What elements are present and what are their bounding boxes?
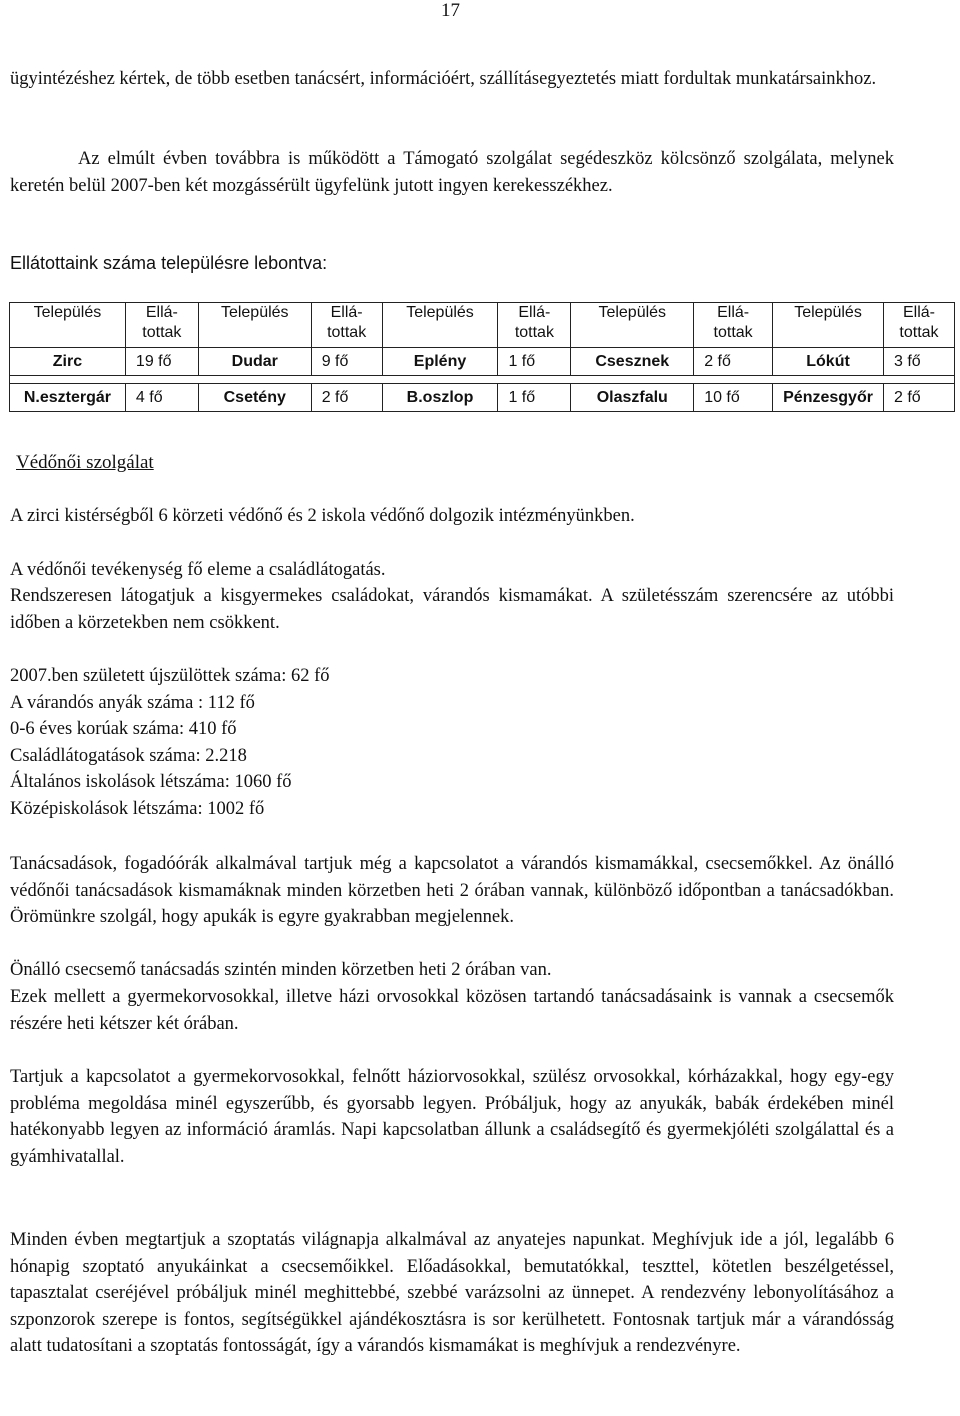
stat-line: Középiskolások létszáma: 1002 fő xyxy=(10,798,265,819)
section-heading: Védőnői szolgálat xyxy=(16,452,154,473)
header-city: Település xyxy=(382,303,498,348)
count-cell: 4 fő xyxy=(125,384,198,412)
paragraph-consultations: Tanácsadások, fogadóórák alkalmával tartjuk még a kapcsolatot a várandós kismamákkal, csecsemőkkel. Az önálló védőnői tanácsadások kismamáknak minden körzetben heti 2 órában vannak, különböző időpontban a tanácsadókban. Örömünkre szolgál, hogy apukák is egyre gyakrabban megjelennek. xyxy=(10,854,894,927)
header-count: Ellá- tottak xyxy=(884,303,955,348)
table-spacer xyxy=(10,376,955,384)
paragraph-contacts: Tartjuk a kapcsolatot a gyermekorvosokkal, felnőtt háziorvosokkal, szülész orvosokkal, kórházakkal, hogy egy-egy probléma megoldása minél egyszerűbb, és gyorsabb legyen. Próbáljuk, hogy az anyukák, babák érdekében minél hatékonyabb legyen az információ áramlás. Napi kapcsolatban állunk a családsegítő és gyermekjóléti szolgálattal és a gyámhivatallal. xyxy=(10,1067,894,1167)
statistics-list xyxy=(10,663,894,822)
city-cell: Eplény xyxy=(382,348,498,376)
paragraph-intro: ügyintézéshez kértek, de több esetben tanácsért, információért, szállításegyeztetés miatt fordultak munkatársainkhoz. xyxy=(10,69,877,89)
stat-line: 0-6 éves korúak száma: 410 fő xyxy=(10,719,237,739)
header-city: Település xyxy=(773,303,884,348)
header-count: Ellá- tottak xyxy=(694,303,773,348)
table-row xyxy=(10,384,955,412)
count-cell: 1 fő xyxy=(498,348,571,376)
table-row xyxy=(10,348,955,376)
paragraph-main-activity: A védőnői tevékenység fő eleme a családlátogatás. xyxy=(10,560,386,580)
count-cell: 9 fő xyxy=(311,348,382,376)
city-cell: Csesznek xyxy=(571,348,694,376)
table-header-row xyxy=(10,303,955,348)
city-cell: B.oszlop xyxy=(382,384,498,412)
count-cell: 19 fő xyxy=(125,348,198,376)
count-cell: 10 fő xyxy=(694,384,773,412)
city-cell: Pénzesgyőr xyxy=(773,384,884,412)
paragraph-infant-consultation: Önálló csecsemő tanácsadás szintén minden körzetben heti 2 órában van. xyxy=(10,960,552,980)
settlement-table xyxy=(9,302,955,412)
city-cell: Olaszfalu xyxy=(571,384,694,412)
header-count: Ellá- tottak xyxy=(311,303,382,348)
paragraph-support-service: Az elmúlt évben továbbra is működött a Támogató szolgálat segédeszköz kölcsönző szolgálata, melynek keretén belül 2007-ben két mozgássérült ügyfelünk jutott ingyen kerekesszékhez. xyxy=(10,149,894,196)
city-cell: Csetény xyxy=(198,384,311,412)
paragraph-nurses: A zirci kistérségből 6 körzeti védőnő és 2 iskola védőnő dolgozik intézményünkben. xyxy=(10,506,635,526)
count-cell: 3 fő xyxy=(884,348,955,376)
count-cell: 1 fő xyxy=(498,384,571,412)
city-cell: Lókút xyxy=(773,348,884,376)
header-city: Település xyxy=(10,303,126,348)
city-cell: Dudar xyxy=(198,348,311,376)
stat-line: Családlátogatások száma: 2.218 xyxy=(10,745,247,766)
stat-line: Általános iskolások létszáma: 1060 fő xyxy=(10,772,292,792)
count-cell: 2 fő xyxy=(311,384,382,412)
table-label: Ellátottaink száma településre lebontva: xyxy=(10,253,328,273)
paragraph-pediatricians: Ezek mellett a gyermekorvosokkal, illetve házi orvosokkal közösen tartandó tanácsadásaink is vannak a csecsemők részére heti kétszer két órában. xyxy=(10,987,894,1034)
count-cell: 2 fő xyxy=(884,384,955,412)
stat-line: A várandós anyák száma : 112 fő xyxy=(10,692,255,713)
count-cell: 2 fő xyxy=(694,348,773,376)
header-count: Ellá- tottak xyxy=(498,303,571,348)
stat-line: 2007.ben született újszülöttek száma: 62 fő xyxy=(10,666,330,686)
page-number: 17 xyxy=(441,0,460,21)
header-city: Település xyxy=(198,303,311,348)
city-cell: N.esztergár xyxy=(10,384,126,412)
paragraph-visits: Rendszeresen látogatjuk a kisgyermekes családokat, várandós kismamákat. A születésszám szerencsére az utóbbi időben a körzetekben nem csökkent. xyxy=(10,586,894,633)
header-count: Ellá- tottak xyxy=(125,303,198,348)
paragraph-breastfeeding-day: Minden évben megtartjuk a szoptatás világnapja alkalmával az anyatejes napunkat. Meghívjuk ide a jól, legalább 6 hónapig szoptató anyukáinkat a csecsemőikkel. Előadásokkal, bemutatókkal, teszttel, kötetlen beszélgetéssel, tapasztalat cseréjével próbáljuk minél meghittebbé, szebbé varázsolni az ünnepet. A rendezvény lebonyolításához a szponzorok szerepe is fontos, segítségükkel ajándékosztásra is sor kerülhetett. Fontosnak tartjuk már a várandósság alatt tudatosítani a szoptatás fontosságát, így a várandós kismamákat is meghívjuk a rendezvényre. xyxy=(10,1230,894,1356)
city-cell: Zirc xyxy=(10,348,126,376)
header-city: Település xyxy=(571,303,694,348)
